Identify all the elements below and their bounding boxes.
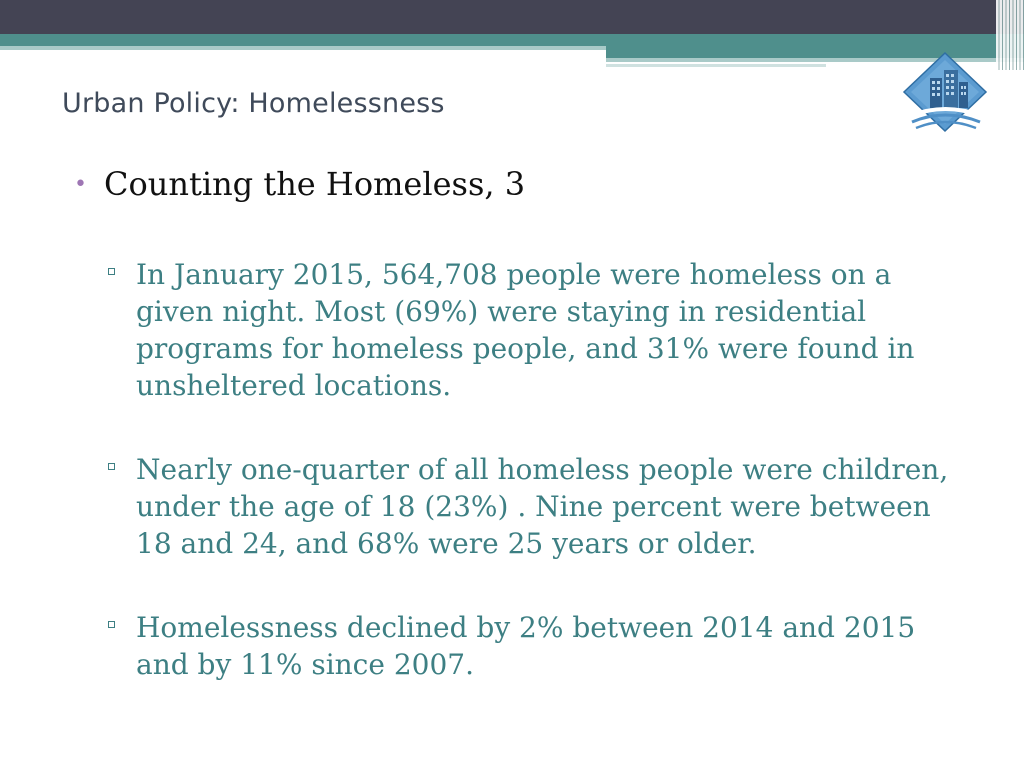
slide-title: Urban Policy: Homelessness xyxy=(62,88,445,119)
sub-bullet-text: Homelessness declined by 2% between 2014 and 2015 and by 11% since 2007. xyxy=(136,611,916,681)
slide-heading: Counting the Homeless, 3 xyxy=(104,165,526,203)
top-banner-teal-light xyxy=(0,46,606,50)
sub-bullet xyxy=(136,256,966,404)
sub-bullet-text: Nearly one-quarter of all homeless people were children, under the age of 18 (23%) . Nine percent were between 18 and 24, and 68% were 25 years or older. xyxy=(136,453,949,560)
top-banner-stripes xyxy=(996,0,1024,70)
top-banner-step-line xyxy=(606,64,826,67)
heading-bullet xyxy=(74,162,974,206)
bullet-dot-icon: • xyxy=(74,172,87,197)
top-banner-dark xyxy=(0,0,1024,34)
sub-bullet xyxy=(136,609,966,683)
city-buildings-icon xyxy=(900,50,990,140)
square-bullet-icon xyxy=(108,621,115,628)
slide-content xyxy=(74,162,974,683)
sub-bullet xyxy=(136,451,966,562)
top-banner-teal xyxy=(0,34,1024,46)
square-bullet-icon xyxy=(108,268,115,275)
square-bullet-icon xyxy=(108,463,115,470)
sub-bullet-text: In January 2015, 564,708 people were homeless on a given night. Most (69%) were staying in residential programs for homeless people, and 31% were found in unsheltered locations. xyxy=(136,258,915,402)
